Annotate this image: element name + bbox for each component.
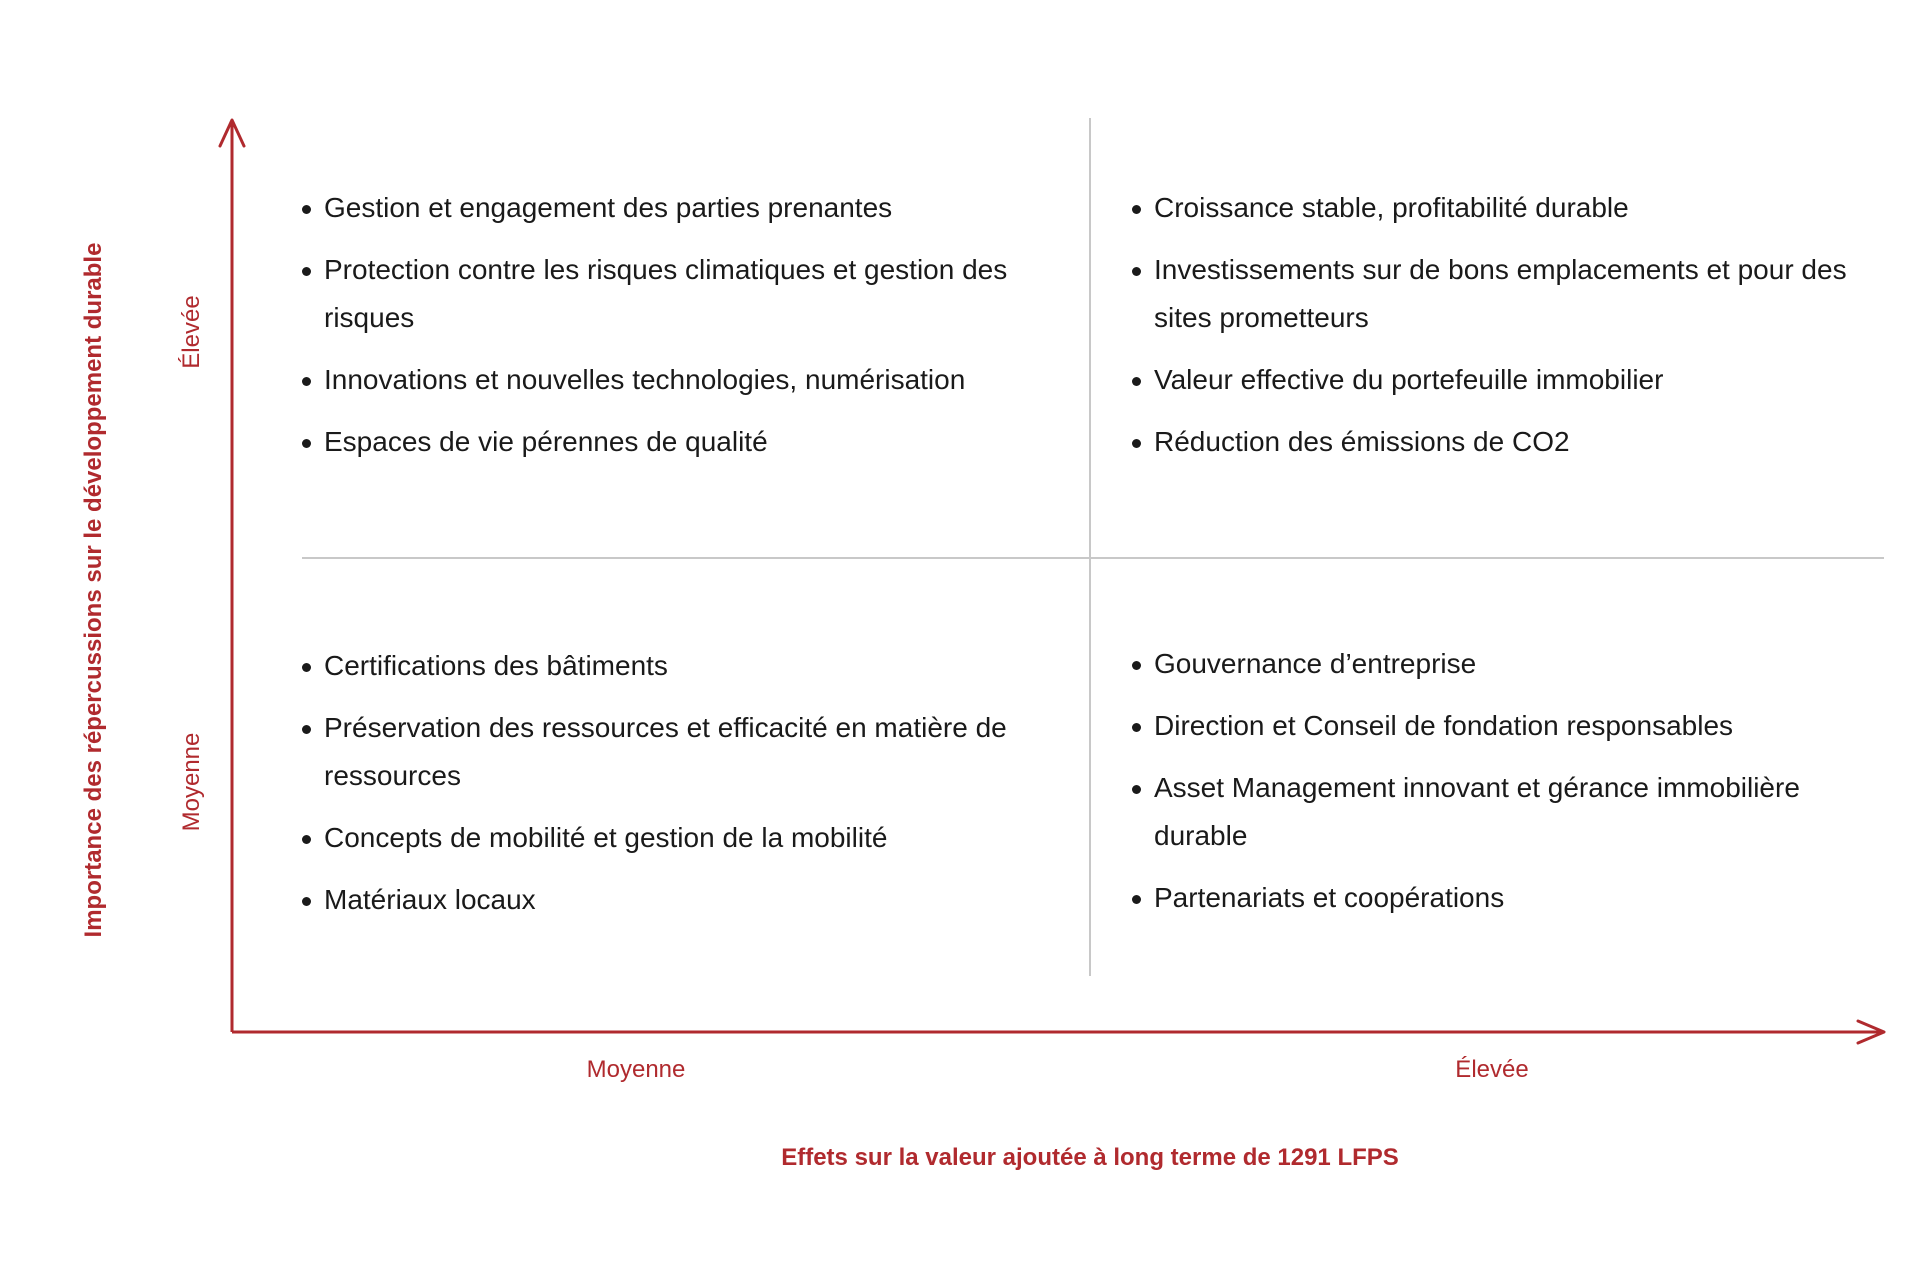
list-item: Investissements sur de bons emplacements et pour des sites prometteurs xyxy=(1130,246,1890,342)
x-axis-title: Effets sur la valeur ajoutée à long terme de 1291 LFPS xyxy=(781,1144,1399,1171)
quadrant-top-left xyxy=(300,184,1060,480)
list-item: Croissance stable, profitabilité durable xyxy=(1130,184,1890,232)
list-item: Gouvernance d’entreprise xyxy=(1130,640,1890,688)
list-item: Innovations et nouvelles technologies, numérisation xyxy=(300,356,1060,404)
quadrant-bottom-right xyxy=(1130,640,1890,936)
list-item: Partenariats et coopérations xyxy=(1130,874,1890,922)
x-level-high: Élevée xyxy=(1455,1056,1529,1083)
list-item: Asset Management innovant et gérance immobilière durable xyxy=(1130,764,1890,860)
list-item: Valeur effective du portefeuille immobilier xyxy=(1130,356,1890,404)
x-level-medium: Moyenne xyxy=(586,1056,686,1083)
list-item: Certifications des bâtiments xyxy=(300,642,1060,690)
list-item: Concepts de mobilité et gestion de la mobilité xyxy=(300,814,1060,862)
y-level-high: Élevée xyxy=(178,295,205,369)
quadrant-bottom-left xyxy=(300,642,1060,938)
list-item: Gestion et engagement des parties prenantes xyxy=(300,184,1060,232)
list-item: Protection contre les risques climatiques et gestion des risques xyxy=(300,246,1060,342)
list-item: Direction et Conseil de fondation responsables xyxy=(1130,702,1890,750)
quadrant-top-right xyxy=(1130,184,1890,480)
list-item: Espaces de vie pérennes de qualité xyxy=(300,418,1060,466)
y-axis-title: Importance des répercussions sur le développement durable xyxy=(80,242,107,938)
list-item: Réduction des émissions de CO2 xyxy=(1130,418,1890,466)
list-item: Préservation des ressources et efficacité en matière de ressources xyxy=(300,704,1060,800)
y-level-medium: Moyenne xyxy=(178,732,205,832)
list-item: Matériaux locaux xyxy=(300,876,1060,924)
